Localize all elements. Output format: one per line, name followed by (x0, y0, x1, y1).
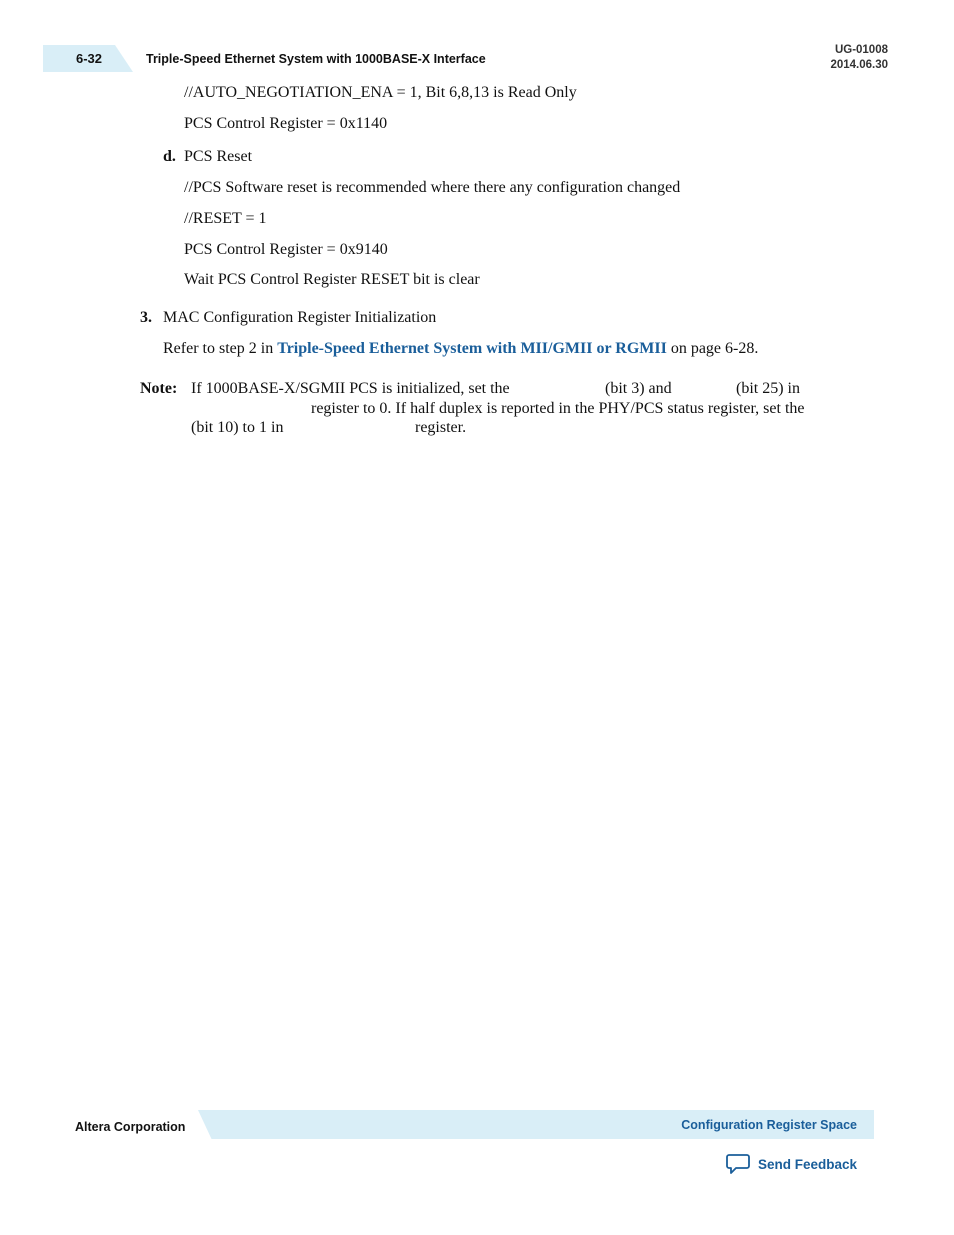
note-line-1b: (bit 3) and (605, 380, 672, 397)
speech-bubble-icon (726, 1153, 750, 1175)
note-line-2: register to 0. If half duplex is reported in the PHY/PCS status register, set the (311, 400, 805, 417)
footer-company: Altera Corporation (75, 1120, 186, 1134)
refer-prefix: Refer to step 2 in (163, 340, 274, 357)
page-number: 6-32 (76, 51, 103, 66)
code-line-auto-negotiation: //AUTO_NEGOTIATION_ENA = 1, Bit 6,8,13 is Read Only (184, 84, 577, 101)
item-d-text: PCS Reset (184, 148, 253, 165)
doc-id: UG-01008 (834, 44, 888, 56)
note-line-1c: (bit 25) in (736, 380, 800, 397)
doc-date: 2014.06.30 (830, 59, 888, 71)
footer-section-link[interactable]: Configuration Register Space (681, 1118, 857, 1132)
header-title: Triple-Speed Ethernet System with 1000BASE-X Interface (146, 52, 486, 66)
code-line-reset-comment: //PCS Software reset is recommended where there any configuration changed (184, 179, 681, 196)
code-line-pcs-control-9140: PCS Control Register = 0x9140 (184, 241, 388, 258)
refer-line (163, 339, 758, 359)
refer-link[interactable]: Triple-Speed Ethernet System with MII/GMII or RGMII (277, 340, 667, 357)
note-line-1a: If 1000BASE-X/SGMII PCS is initialized, set the (191, 380, 510, 397)
code-line-pcs-control-1140: PCS Control Register = 0x1140 (184, 115, 388, 132)
item-d-label: d. (163, 148, 176, 165)
send-feedback-button[interactable] (726, 1153, 857, 1175)
code-line-wait-reset: Wait PCS Control Register RESET bit is clear (184, 271, 480, 288)
step-3-label: 3. (140, 309, 152, 326)
step-3-text: MAC Configuration Register Initialization (163, 309, 437, 326)
code-line-reset: //RESET = 1 (184, 210, 267, 227)
doc-info (830, 43, 888, 73)
note-label: Note: (140, 380, 178, 397)
note-line-3a: (bit 10) to 1 in (191, 419, 284, 436)
send-feedback-label: Send Feedback (758, 1156, 858, 1172)
note-line-3b: register. (415, 419, 467, 436)
refer-suffix: on page 6-28. (670, 340, 759, 357)
